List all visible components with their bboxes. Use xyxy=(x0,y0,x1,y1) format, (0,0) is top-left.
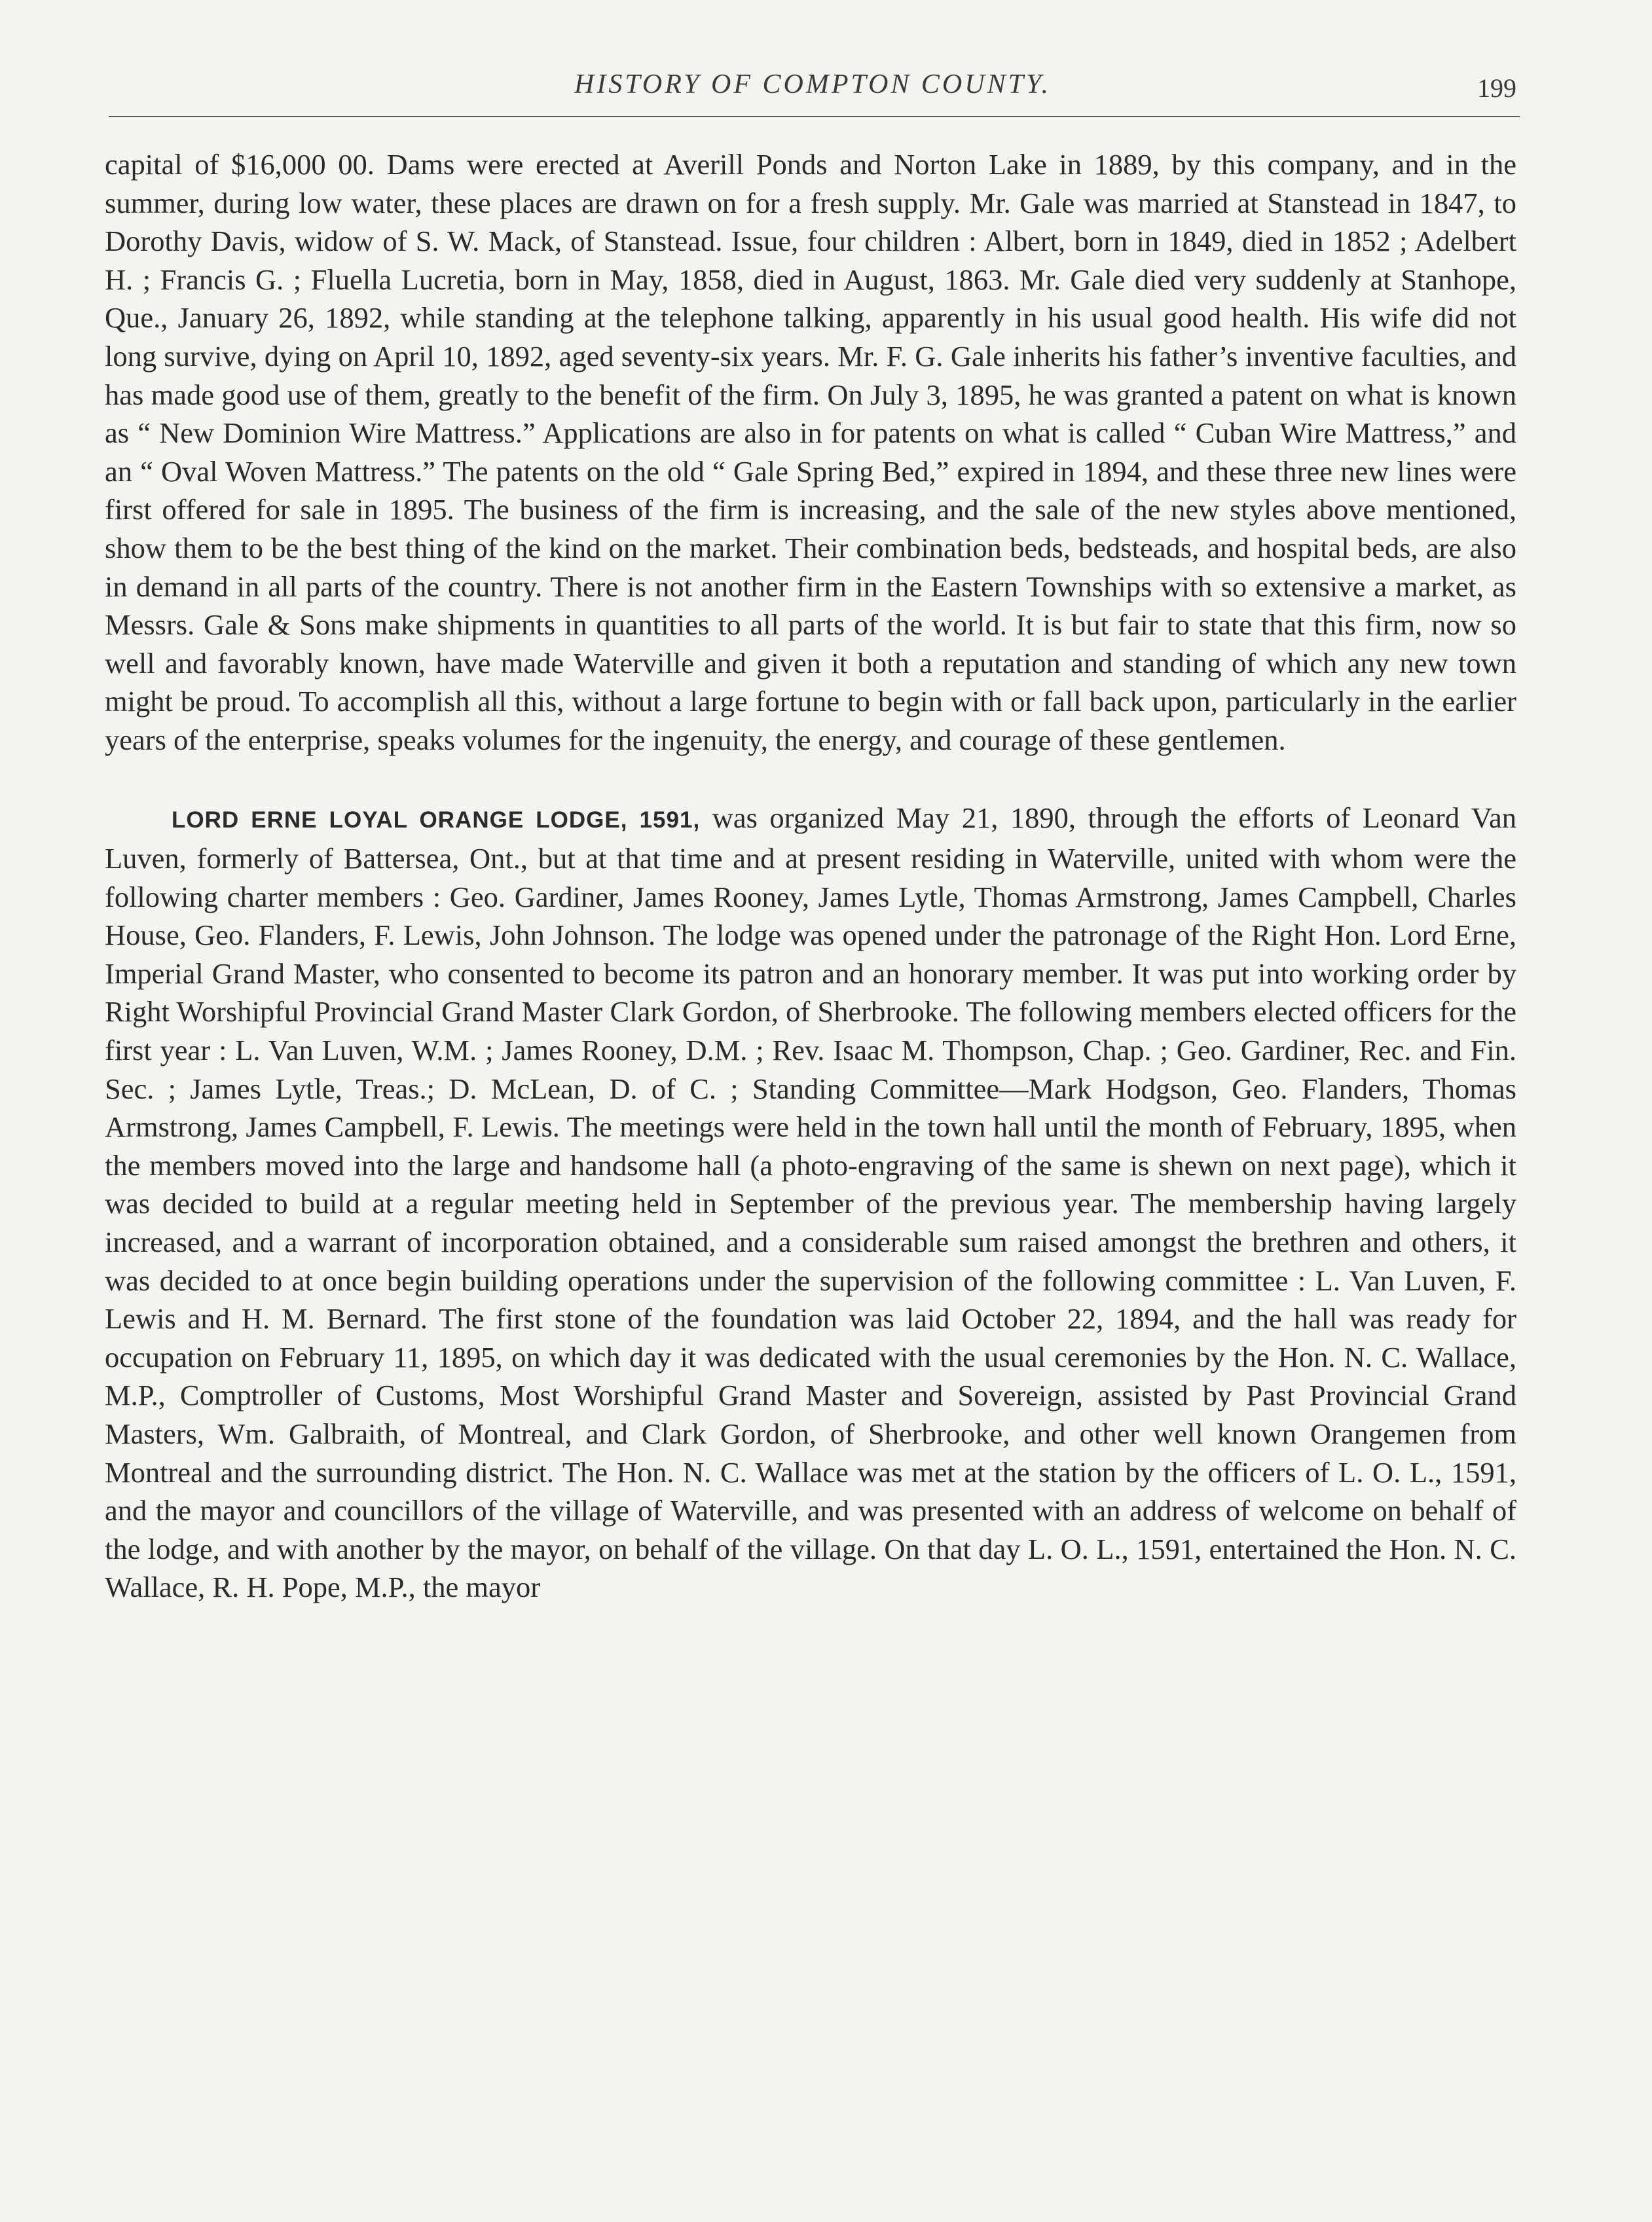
page-number: 199 xyxy=(1477,73,1516,103)
running-head xyxy=(109,62,1516,115)
header-rule xyxy=(109,116,1520,117)
running-title: HISTORY OF COMPTON COUNTY. xyxy=(574,69,1051,100)
lodge-heading: LORD ERNE LOYAL ORANGE LODGE, 1591, xyxy=(172,807,701,833)
lodge-paragraph-text: was organized May 21, 1890, through the efforts of Leonard Van Luven, formerly of Battersea, Ont., but at that time and at present residing in Waterville, united with whom were the following charter members : Geo. Gardiner, James Rooney, James Lytle, Thomas Armstrong, James Campbell, Charles House, Geo. Flanders, F. Lewis, John Johnson. The lodge was opened under the patronage of the Right Hon. Lord Erne, Imperial Grand Master, who consented to become its patron and an honorary member. It was put into working order by Right Worshipful Provincial Grand Master Clark Gordon, of Sherbrooke. The following members elected officers for the first year : L. Van Luven, W.M. ; James Rooney, D.M. ; Rev. Isaac M. Thompson, Chap. ; Geo. Gardiner, Rec. and Fin. Sec. ; James Lytle, Treas.; D. McLean, D. of C. ; Standing Committee—Mark Hodgson, Geo. Flanders, Thomas Armstrong, James Campbell, F. Lewis. The meetings were held in the town hall until the month of February, 1895, when the members moved into the large and handsome hall (a photo-engraving of the same is shewn on next page), which it was decided to build at a regular meeting held in September of the previous year. The membership having largely increased, and a warrant of incorporation obtained, and a considerable sum raised amongst the brethren and others, it was decided to at once begin building operations under the supervision of the following committee : L. Van Luven, F. Lewis and H. M. Bernard. The first stone of the foundation was laid October 22, 1894, and the hall was ready for occupation on February 11, 1895, on which day it was dedicated with the usual ceremonies by the Hon. N. C. Wallace, M.P., Comptroller of Customs, Most Worshipful Grand Master and Sovereign, assisted by Past Provincial Grand Masters, Wm. Galbraith, of Montreal, and Clark Gordon, of Sherbrooke, and other well known Orangemen from Montreal and the surrounding district. The Hon. N. C. Wallace was met at the station by the officers of L. O. L., 1591, and the mayor and councillors of the village of Waterville, and was presented with an address of welcome on behalf of the lodge, and with another by the mayor, on behalf of the village. On that day L. O. L., 1591, entertained the Hon. N. C. Wallace, R. H. Pope, M.P., the mayor xyxy=(105,801,1516,1604)
body-text xyxy=(105,145,1516,1607)
paragraph-orange-lodge xyxy=(105,799,1516,1607)
paragraph-gale-family: capital of $16,000 00. Dams were erected at Averill Ponds and Norton Lake in 1889, by this company, and in the summer, during low water, these places are drawn on for a fresh supply. Mr. Gale was married at Stanstead in 1847, to Dorothy Davis, widow of S. W. Mack, of Stanstead. Issue, four children : Albert, born in 1849, died in 1852 ; Adelbert H. ; Francis G. ; Fluella Lucretia, born in May, 1858, died in August, 1863. Mr. Gale died very suddenly at Stanhope, Que., January 26, 1892, while standing at the telephone talking, apparently in his usual good health. His wife did not long survive, dying on April 10, 1892, aged seventy-six years. Mr. F. G. Gale inherits his father’s inventive faculties, and has made good use of them, greatly to the benefit of the firm. On July 3, 1895, he was granted a patent on what is known as “ New Dominion Wire Mattress.” Applications are also in for patents on what is called “ Cuban Wire Mattress,” and an “ Oval Woven Mattress.” The patents on the old “ Gale Spring Bed,” expired in 1894, and these three new lines were first offered for sale in 1895. The business of the firm is increasing, and the sale of the new styles above mentioned, show them to be the best thing of the kind on the market. Their combination beds, bedsteads, and hospital beds, are also in demand in all parts of the country. There is not another firm in the Eastern Townships with so extensive a market, as Messrs. Gale & Sons make shipments in quantities to all parts of the world. It is but fair to state that this firm, now so well and favorably known, have made Waterville and given it both a reputation and standing of which any new town might be proud. To accomplish all this, without a large fortune to begin with or fall back upon, particularly in the earlier years of the enterprise, speaks volumes for the ingenuity, the energy, and courage of these gentlemen. xyxy=(105,148,1516,756)
